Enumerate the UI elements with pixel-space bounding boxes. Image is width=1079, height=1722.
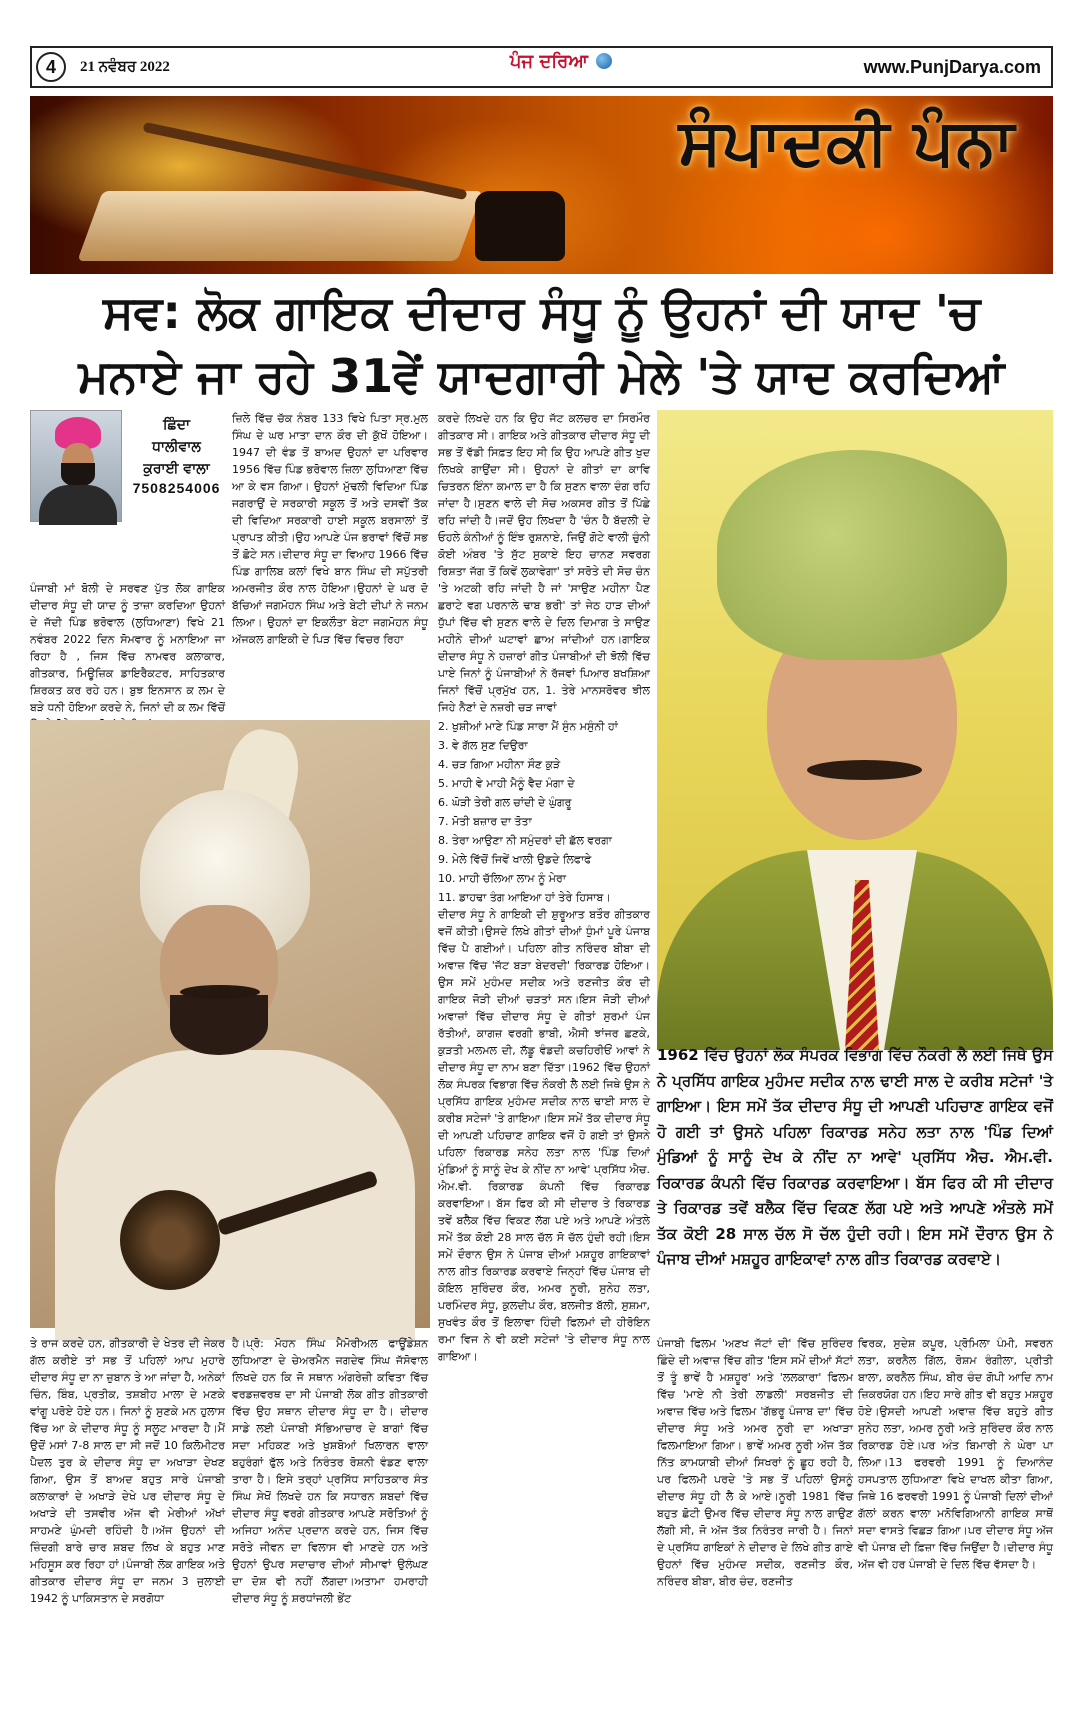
- section-title: ਸੰਪਾਦਕੀ ਪੰਨਾ: [678, 106, 1015, 180]
- article-column-b-bottom: [232, 1335, 428, 1670]
- website-link[interactable]: www.PunjDarya.com: [863, 56, 1041, 77]
- editorial-banner: [30, 96, 1053, 274]
- author-name-line-2: ਧਾਲੀਵਾਲ: [152, 439, 201, 455]
- list-item: 2. ਖੁਸ਼ੀਆਂ ਮਾਣੇ ਪਿੰਡ ਸਾਰਾ ਮੈਂ ਸੁੰਨ ਮਸੁੰਨੀ ਹਾਂ: [438, 720, 618, 733]
- list-item: 10. ਮਾਹੀ ਚੱਲਿਆ ਲਾਮ ਨੂੰ ਮੇਰਾ: [438, 872, 566, 885]
- headline-line-1: ਸਵ: ਲੋਕ ਗਾਇਕ ਦੀਦਾਰ ਸੰਧੂ ਨੂੰ ਉਹਨਾਂ ਦੀ ਯਾਦ 'ਚ: [103, 285, 980, 339]
- globe-icon: [596, 53, 612, 69]
- inkpot-image: [475, 191, 565, 261]
- article-text: ਹੈ।ਪ੍ਰੋ: ਮੋਹਨ ਸਿੰਘ ਮੈਮੋਰੀਅਲ ਫਾਊਂਡੇਸ਼ਨ ਲੁਧਿਆਣਾ ਦੇ ਚੇਅਰਮੈਨ ਜਗਦੇਵ ਸਿੰਘ ਜੱਸੋਵਾਲ ਲਿਖਦੇ ਹਨ ਕਿ ਜੋ ਸਥਾਨ ਅੰਗਰੇਜ਼ੀ ਕਵਿਤਾ ਵਿੱਚ ਵਰਡਜ਼ਵਰਥ ਦਾ ਸੀ ਪੰਜਾਬੀ ਲੋਕ ਗੀਤ ਗੀਤਕਾਰੀ ਵਿੱਚ ਉਹ ਸਥਾਨ ਦੀਦਾਰ ਸੰਧੂ ਦਾ ਹੈ। ਦੀਦਾਰ ਸਾਡੇ ਲਈ ਪੰਜਾਬੀ ਸੱਭਿਆਚਾਰ ਦੇ ਬਾਗਾਂ ਵਿੱਚ ਸਦਾ ਮਹਿਕਣ ਅਤੇ ਖੁਸ਼ਬੋਆਂ ਖਿਲਾਰਨ ਵਾਲਾ ਬਹੁਰੰਗਾਂ ਫੁੱਲ ਅਤੇ ਨਿਰੰਤਰ ਰੋਸ਼ਨੀ ਵੰਡਣ ਵਾਲਾ ਤਾਰਾ ਹੈ। ਇਸੇ ਤਰ੍ਹਾਂ ਪ੍ਰਸਿੱਧ ਸਾਹਿਤਕਾਰ ਸੰਤ ਸਿੰਘ ਸੇਖੋਂ ਲਿਖਦੇ ਹਨ ਕਿ ਸਧਾਰਨ ਸ਼ਬਦਾਂ ਵਿੱਚ ਦੀਦਾਰ ਸੰਧੂ ਵਰਗੇ ਗੀਤਕਾਰ ਆਪਣੇ ਸਰੋਤਿਆਂ ਨੂੰ ਅਜਿਹਾ ਅਨੰਦ ਪ੍ਰਦਾਨ ਕਰਦੇ ਹਨ, ਜਿਸ ਵਿੱਚ ਸਰੋਤੇ ਜੀਵਨ ਦਾ ਵਿਲਾਸ ਵੀ ਮਾਣਦੇ ਹਨ ਅਤੇ ਉਹਨਾਂ ਉਪਰ ਸਦਾਚਾਰ ਦੀਆਂ ਸੀਮਾਵਾਂ ਉਲੰਘਣ ਦਾ ਦੋਸ਼ ਵੀ ਨਹੀਂ ਲੱਗਦਾ।ਅਤਾਮਾ ਹਮਰਾਹੀ ਦੀਦਾਰ ਸੰਧੂ ਨੂੰ ਸ਼ਰਧਾਂਜਲੀ ਭੇਂਟ: [232, 1337, 428, 1605]
- article-text: ਪੰਜਾਬੀ ਮਾਂ ਬੋਲੀ ਦੇ ਸਰਵਣ ਪੁੱਤ ਲੋਕ ਗਾਇਕ ਦੀਦਾਰ ਸੰਧੂ ਦੀ ਯਾਦ ਨੂੰ ਤਾਜ਼ਾ ਕਰਦਿਆ ਉਹਨਾਂ ਦੇ ਜੱਦੀ ਪਿੰਡ ਭਰੋਵਾਲ (ਲੁਧਿਆਣਾ) ਵਿਖੇ 21 ਨਵੰਬਰ 2022 ਦਿਨ ਸੋਮਵਾਰ ਨੂੰ ਮਨਾਇਆ ਜਾ ਰਿਹਾ ਹੈ , ਜਿਸ ਵਿੱਚ ਨਾਮਵਰ ਕਲਾਕਾਰ, ਗੀਤਕਾਰ, ਮਿਊਜ਼ਿਕ ਡਾਇਰੈਕਟਰ, ਸਾਹਿਤਕਾਰ ਸ਼ਿਰਕਤ ਕਰ ਰਹੇ ਹਨ। ਬੁਝ ਇਨਸਾਨ ਕ ਲਮ ਦੇ ਬੜੇ ਧਨੀ ਹੋਇਆ ਕਰਦੇ ਨੇ, ਜਿਨਾਂ ਦੀ ਕ ਲਮ ਵਿੱਚੋਂ: [30, 582, 225, 714]
- article-column-b-top: [232, 410, 428, 715]
- author-byline: [30, 410, 225, 575]
- article-column-e: [858, 1335, 1053, 1670]
- article-column-a-bottom: [30, 1335, 225, 1670]
- list-item: 11. ਡਾਹਢਾ ਤੰਗ ਆਇਆ ਹਾਂ ਤੇਰੇ ਹਿਸਾਬ।: [438, 891, 611, 904]
- author-name-line-1: ਛਿੰਦਾ: [163, 417, 190, 433]
- photo-caption: 1962 ਵਿੱਚ ਉਹਨਾਂ ਲੋਕ ਸੰਪਰਕ ਵਿਭਾਗ ਵਿੱਚ ਨੌਕਰੀ ਲੈ ਲਈ ਜਿਥੇ ਉਸ ਨੇ ਪ੍ਰਸਿੱਧ ਗਾਇਕ ਮੁਹੰਮਦ ਸਦੀਕ ਨਾਲ ਢਾਈ ਸਾਲ ਦੇ ਕਰੀਬ ਸਟੇਜਾਂ 'ਤੇ ਗਾਇਆ। ਇਸ ਸਮੇਂ ਤੱਕ ਦੀਦਾਰ ਸੰਧੂ ਦੀ ਆਪਣੀ ਪਹਿਚਾਣ ਗਾਇਕ ਵਜੋਂ ਹੋ ਗਈ ਤਾਂ ਉਸਨੇ ਪਹਿਲਾ ਰਿਕਾਰਡ ਸਨੇਹ ਲਤਾ ਨਾਲ 'ਪਿੰਡ ਦਿਆਂ ਮੁੰਡਿਆਂ ਨੂੰ ਸਾਨੂੰ ਦੇਖ ਕੇ ਨੀਂਦ ਨਾ ਆਵੇ' ਪ੍ਰਸਿੱਧ ਐਚ. ਐਮ.ਵੀ. ਰਿਕਾਰਡ ਕੰਪਨੀ ਵਿੱਚ ਰਿਕਾਰਡ ਕਰਵਾਇਆ। ਬੱਸ ਫਿਰ ਕੀ ਸੀ ਦੀਦਾਰ ਤੇ ਰਿਕਾਰਡ ਤਵੇਂ ਬਲੈਕ ਵਿੱਚ ਵਿਕਣ ਲੱਗ ਪਏ ਅਤੇ ਆਪਣੇ ਅੰਤਲੇ ਸਮੇਂ ਤੱਕ ਕੋਈ 28 ਸਾਲ ਚੱਲ ਸੋ ਚੱਲ ਹੁੰਦੀ ਰਹੀ। ਇਸ ਸਮੇਂ ਦੌਰਾਨ ਉਸ ਨੇ ਪੰਜਾਬ ਦੀਆਂ ਮਸ਼ਹੂਰ ਗਾਇਕਾਵਾਂ ਨਾਲ ਗੀਤ ਰਿਕਾਰਡ ਕਰਵਾਏ।: [657, 1046, 1053, 1268]
- list-item: 8. ਤੇਰਾ ਆਉਣਾ ਨੀ ਸਮੁੰਦਰਾਂ ਦੀ ਛੱਲ ਵਰਗਾ: [438, 834, 612, 847]
- list-item: 7. ਮੋਤੀ ਬਜ਼ਾਰ ਦਾ ਤੋਤਾ: [438, 815, 532, 828]
- article-text: ਤੇ ਰਾਜ ਕਰਦੇ ਹਨ, ਗੀਤਕਾਰੀ ਦੇ ਖੇਤਰ ਦੀ ਜੇਕਰ ਗੱਲ ਕਰੀਏ ਤਾਂ ਸਭ ਤੋਂ ਪਹਿਲਾਂ ਆਪ ਮੁਹਾਰੇ ਦੀਦਾਰ ਸੰਧੂ ਦਾ ਨਾ ਜ਼ੁਬਾਨ ਤੇ ਆ ਜਾਂਦਾ ਹੈ, ਅਨੇਕਾਂ ਚਿੰਨ, ਬਿੰਬ, ਪ੍ਰਤੀਕ, ਤਸ਼ਬੀਹ ਮਾਲਾ ਦੇ ਮਣਕੇ ਵਾਂਗੂ ਪਰੋਏ ਹੋਏ ਹਨ। ਜਿਨਾਂ ਨੂੰ ਸੁਣਕੇ ਮਨ ਹੁਲਾਸ ਵਿੱਚ ਆ ਕੇ ਦੀਦਾਰ ਸੰਧੂ ਨੂੰ ਸਲੂਟ ਮਾਰਦਾ ਹੈ।ਮੈਂ ਉਦੋਂ ਮਸਾਂ 7-8 ਸਾਲ ਦਾ ਸੀ ਜਦੋਂ 10 ਕਿਲੋਮੀਟਰ ਪੈਦਲ ਤੁਰ ਕੇ ਦੀਦਾਰ ਸੰਧੂ ਦਾ ਅਖਾੜਾ ਦੇਖਣ ਗਿਆ, ਉਸ ਤੋਂ ਬਾਅਦ ਬਹੁਤ ਸਾਰੇ ਪੰਜਾਬੀ ਕਲਾਕਾਰਾਂ ਦੇ ਅਖਾੜੇ ਦੇਖੇ ਪਰ ਦੀਦਾਰ ਸੰਧੂ ਦੇ ਅਖਾੜੇ ਦੀ ਤਸਵੀਰ ਅੱਜ ਵੀ ਮੇਰੀਆਂ ਅੱਖਾਂ ਸਾਹਮਣੇ ਘੁੰਮਦੀ ਰਹਿੰਦੀ ਹੈ।ਅੱਜ ਉਹਨਾਂ ਦੀ ਜ਼ਿੰਦਗੀ ਬਾਰੇ ਚਾਰ ਸ਼ਬਦ ਲਿਖ ਕੇ ਬਹੁਤ ਮਾਣ ਮਹਿਸੂਸ ਕਰ ਰਿਹਾ ਹਾਂ।ਪੰਜਾਬੀ ਲੋਕ ਗਾਇਕ ਅਤੇ ਗੀਤਕਾਰ ਦੀਦਾਰ ਸੰਧੂ ਦਾ ਜਨਮ 3 ਜੁਲਾਈ 1942 ਨੂੰ ਪਾਕਿਸਤਾਨ ਦੇ ਸਰਗੋਧਾ: [30, 1337, 226, 1605]
- article-text: ਕਰਦੇ ਲਿਖਦੇ ਹਨ ਕਿ ਉਹ ਜੱਟ ਕਲਚਰ ਦਾ ਸਿਰਮੌਰ ਗੀਤਕਾਰ ਸੀ। ਗਾਇਕ ਅਤੇ ਗੀਤਕਾਰ ਦੀਦਾਰ ਸੰਧੂ ਦੀ ਸਭ ਤੋਂ ਵੱਡੀ ਸਿਫ਼ਤ ਇਹ ਸੀ ਕਿ ਉਹ ਆਪਣੇ ਗੀਤ ਖੁਦ ਲਿਖਕੇ ਗਾਉਂਦਾ ਸੀ। ਉਹਨਾਂ ਦੇ ਗੀਤਾਂ ਦਾ ਕਾਵਿ ਚਿਤਰਨ ਇੰਨਾ ਕਮਾਲ ਦਾ ਹੈ ਕਿ ਸੁਣਨ ਵਾਲਾ ਦੰਗ ਰਹਿ ਜਾਂਦਾ ਹੈ।ਸੁਣਨ ਵਾਲੇ ਦੀ ਸੋਚ ਅਕਸਰ ਗੀਤ ਤੋਂ ਪਿੱਛੇ ਰਹਿ ਜਾਂਦੀ ਹੈ।ਜਦੋਂ ਉਹ ਲਿਖਦਾ ਹੈ 'ਚੰਨ ਹੈ ਬੱਦਲੀ ਦੇ ਓਹਲੇ ਕੰਨੀਆਂ ਨੂੰ ਇੰਝ ਰੁਸ਼ਨਾਏ, ਜਿਉਂ ਗੋਟੇ ਵਾਲੀ ਚੁੰਨੀ ਕੋਈ ਅੰਬਰ 'ਤੇ ਸੁੱਟ ਸੁਕਾਏ ਇਹ ਚਾਨਣ ਸਵਰਗ ਰਿਸ਼ਤਾ ਜੱਗ ਤੋਂ ਕਿਵੇਂ ਲੁਕਾਵੇਗਾ' ਤਾਂ ਸਰੋਤੇ ਦੀ ਸੋਚ ਚੰਨ 'ਤੇ ਅਟਕੀ ਰਹਿ ਜਾਂਦੀ ਹੈ ਜਾਂ 'ਸਾਉਣ ਮਹੀਨਾ ਪੈਣ ਛਰਾਟੇ ਵਗ ਪਰਨਾਲੇ ਢਾਬ ਭਰੀ' ਤਾਂ ਜੇਠ ਹਾੜ ਦੀਆਂ ਧੁੱਪਾਂ ਵਿੱਚ ਵੀ ਸੁਣਨ ਵਾਲੇ ਦੇ ਦਿਲ ਦਿਮਾਗ ਤੇ ਸਾਉਣ ਮਹੀਨੇ ਦੀਆਂ ਘਟਾਵਾਂ ਛਾਅ ਜਾਂਦੀਆਂ ਹਨ।ਗਾਇਕ ਦੀਦਾਰ ਸੰਧੂ ਨੇ ਹਜ਼ਾਰਾਂ ਗੀਤ ਪੰਜਾਬੀਆਂ ਦੀ ਝੋਲੀ ਵਿੱਚ ਪਾਏ ਜਿਨਾਂ ਨੂੰ ਪੰਜਾਬੀਆਂ ਨੇ ਰੱਜਵਾਂ ਪਿਆਰ ਬਖਸ਼ਿਆ ਜਿਨਾਂ ਵਿੱਚੋਂ ਪ੍ਰਮੁੱਖ ਹਨ, 1. ਤੇਰੇ ਮਾਨਸਰੋਵਰ ਝੀਲ ਜਿਹੇ ਨੈਣਾਂ ਦੇ ਨਜ਼ਰੀ ਚੜ ਜਾਵਾਂ: [438, 412, 650, 714]
- article-text: ਜ਼ਿਲੇ ਵਿੱਚ ਚੱਕ ਨੰਬਰ 133 ਵਿਖੇ ਪਿਤਾ ਸ੍ਰ.ਮੁਲ ਸਿੰਘ ਦੇ ਘਰ ਮਾਤਾ ਦਾਨ ਕੌਰ ਦੀ ਕੁੱਖੋਂ ਹੋਇਆ।1947 ਦੀ ਵੰਡ ਤੋਂ ਬਾਅਦ ਉਹਨਾਂ ਦਾ ਪਰਿਵਾਰ 1956 ਵਿੱਚ ਪਿੰਡ ਭਰੋਵਾਲ ਜ਼ਿਲਾ ਲੁਧਿਆਣਾ ਵਿੱਚ ਆ ਕੇ ਵਸ ਗਿਆ। ਉਹਨਾਂ ਮੁੱਢਲੀ ਵਿਦਿਆ ਪਿੰਡ ਜਗਰਾਉਂ ਦੇ ਸਰਕਾਰੀ ਸਕੂਲ ਤੋਂ ਅਤੇ ਦਸਵੀਂ ਤੱਕ ਦੀ ਵਿਦਿਆ ਸਰਕਾਰੀ ਹਾਈ ਸਕੂਲ ਬਰਸਾਲਾਂ ਤੋਂ ਪ੍ਰਾਪਤ ਕੀਤੀ।ਉਹ ਆਪਣੇ ਪੰਜ ਭਰਾਵਾਂ ਵਿੱਚੋਂ ਸਭ ਤੋਂ ਛੋਟੇ ਸਨ।ਦੀਦਾਰ ਸੰਧੂ ਦਾ ਵਿਆਹ 1966 ਵਿੱਚ ਪਿੰਡ ਗਾਲਿਬ ਕਲਾਂ ਵਿਖੇ ਬਾਨ ਸਿੰਘ ਦੀ ਸਪੁੱਤਰੀ ਅਮਰਜੀਤ ਕੌਰ ਨਾਲ ਹੋਇਆ।ਉਹਨਾਂ ਦੇ ਘਰ ਦੋ ਬੱਚਿਆਂ ਜਗਮੋਹਨ ਸਿੰਘ ਅਤੇ ਬੇਟੀ ਦੀਪਾਂ ਨੇ ਜਨਮ ਲਿਆ। ਉਹਨਾਂ ਦਾ ਇਕਲੌਤਾ ਬੇਟਾ ਜਗਮੋਹਨ ਸੰਧੂ ਅੱਜਕਲ ਗਾਇਕੀ ਦੇ ਪਿੜ ਵਿੱਚ ਵਿਚਰ ਰਿਹਾ: [232, 412, 428, 646]
- article-text: ਪੰਜਾਬੀ ਫਿਲਮ 'ਅਣਖ ਜੱਟਾਂ ਦੀ' ਵਿੱਚ ਸੁਰਿੰਦਰ ਛਿੰਦੇ ਦੀ ਅਵਾਜ਼ ਵਿੱਚ ਗੀਤ 'ਇਸ ਸਮੇਂ ਦੀਆਂ ਸੱਟਾਂ ਤੋਂ ਤੂੰ ਭਾਵੇਂ ਹੈ ਮਸ਼ਹੂਰ' ਅਤੇ 'ਲਲਕਾਰਾ' ਫਿਲਮ ਵਿੱਚ 'ਮਾਏ ਨੀ ਤੇਰੀ ਲਾਡਲੀ' ਸਰਬਜੀਤ ਦੀ ਅਵਾਜ਼ ਵਿੱਚ ਅਤੇ ਫਿਲਮ 'ਗੱਭਰੂ ਪੰਜਾਬ ਦਾ' ਵਿੱਚ ਦੀਦਾਰ ਸੰਧੂ ਅਤੇ ਅਮਰ ਨੂਰੀ ਦਾ ਅਖਾੜਾ ਫਿਲਮਾਇਆ ਗਿਆ। ਭਾਵੇਂ ਅਮਰ ਨੂਰੀ ਅੱਜ ਤੱਕ ਨਿੱਤ ਕਾਮਯਾਬੀ ਦੀਆਂ ਸਿਖਰਾਂ ਨੂੰ ਛੂਹ ਰਹੀ ਹੈ, ਪਰ ਫਿਲਮੀ ਪਰਦੇ 'ਤੇ ਸਭ ਤੋਂ ਪਹਿਲਾਂ ਉਸਨੂੰ ਦੀਦਾਰ ਸੰਧੂ ਹੀ ਲੈ ਕੇ ਆਏ।ਨੂਰੀ 1981 ਵਿੱਚ ਬਹੁਤ ਛੋਟੀ ਉਮਰ ਵਿੱਚ ਦੀਦਾਰ ਸੰਧੂ ਨਾਲ ਗਾਉਣ ਲੱਗੀ ਸੀ, ਜੋ ਅੱਜ ਤੱਕ ਨਿਰੰਤਰ ਜਾਰੀ ਹੈ। ਜਿਨਾਂ ਦੇ ਪ੍ਰਸਿੱਧ ਗਾਇਕਾਂ ਨੇ ਦੀਦਾਰ ਦੇ ਲਿਖੇ ਗੀਤ ਗਾਏ ਉਹਨਾਂ ਵਿੱਚ ਮੁਹੰਮਦ ਸਦੀਕ, ਰਣਜੀਤ ਕੌਰ, ਨਰਿੰਦਰ ਬੀਬਾ, ਬੀਰ ਚੰਦ, ਰਣਜੀਤ: [657, 1337, 853, 1588]
- issue-date: 21 ਨਵੰਬਰ 2022: [80, 59, 170, 75]
- author-photo: [30, 410, 122, 522]
- list-item: 5. ਮਾਹੀ ਵੇ ਮਾਹੀ ਮੈਨੂੰ ਵੈਦ ਮੰਗਾ ਦੇ: [438, 777, 575, 790]
- author-name: [128, 414, 225, 480]
- quill-pen-image: [143, 122, 468, 200]
- song-list: [438, 718, 650, 906]
- article-column-d: [657, 1335, 853, 1670]
- page-header: [30, 46, 1053, 88]
- list-item: 6. ਘੋੜੀ ਤੇਰੀ ਗਲ ਚਾਂਦੀ ਦੇ ਘੁੰਗਰੂ: [438, 796, 572, 809]
- author-name-line-3: ਕੁਰਾਈ ਵਾਲਾ: [143, 461, 210, 477]
- masthead-title: [492, 51, 632, 73]
- list-item: 9. ਮੇਲੇ ਵਿੱਚੋਂ ਜਿਵੇਂ ਖਾਲੀ ਉਡਦੇ ਲਿਫਾਫੇ: [438, 853, 592, 866]
- article-column-a-top: [30, 580, 225, 715]
- open-book-image: [77, 191, 482, 261]
- singer-photo-with-tumbi: [30, 720, 430, 1328]
- masthead-text: ਪੰਜ ਦਰਿਆ: [509, 51, 588, 72]
- article-column-c: [438, 410, 650, 1670]
- singer-portrait-photo: [657, 410, 1053, 1040]
- author-phone: 7508254006: [132, 480, 221, 496]
- list-item: 4. ਚੜ ਗਿਆ ਮਹੀਨਾ ਸੌਣ ਕੁੜੇ: [438, 758, 561, 771]
- headline: [30, 280, 1053, 408]
- article-text: ਵਿਰਕ, ਸੁਦੇਸ਼ ਕਪੂਰ, ਪ੍ਰੋਮਿਲਾ ਪੰਮੀ, ਸਵਰਨ ਲਤਾ, ਕਰਨੈਲ ਗਿੱਲ, ਰੋਸ਼ਮ ਰੰਗੀਲਾ, ਪ੍ਰੀਤੀ ਬਾਲਾ, ਕਰਨੈਲ ਸਿੰਘ, ਬੀਰ ਚੰਦ ਗੋਪੀ ਆਦਿ ਨਾਮ ਜ਼ਿਕਰਯੋਗ ਹਨ।ਇਹ ਸਾਰੇ ਗੀਤ ਵੀ ਬਹੁਤ ਮਸ਼ਹੂਰ ਹੋਏ।ਉਸਦੀ ਆਪਣੀ ਅਵਾਜ਼ ਵਿੱਚ ਬਹੁਤੇ ਗੀਤ ਸੁਨੇਹ ਲਤਾ, ਅਮਰ ਨੂਰੀ ਅਤੇ ਸੁਰਿੰਦਰ ਕੌਰ ਨਾਲ ਰਿਕਾਰਡ ਹੋਏ।ਪਰ ਅੰਤ ਬਿਮਾਰੀ ਨੇ ਘੇਰਾ ਪਾ ਲਿਆ।13 ਫਰਵਰੀ 1991 ਨੂੰ ਦਿਆਨੰਦ ਹਸਪਤਾਲ ਲੁਧਿਆਣਾ ਵਿਖੇ ਦਾਖਲ ਕੀਤਾ ਗਿਆ, ਜਿਥੇ 16 ਫਰਵਰੀ 1991 ਨੂੰ ਪੰਜਾਬੀ ਦਿਲਾਂ ਦੀਆਂ ਗੱਲਾਂ ਕਰਨ ਵਾਲਾ ਮਨੋਵਿਗਿਆਨੀ ਗਾਇਕ ਸਾਥੋਂ ਸਦਾ ਵਾਸਤੇ ਵਿਛੜ ਗਿਆ।ਪਰ ਦੀਦਾਰ ਸੰਧੂ ਅੱਜ ਵੀ ਪੰਜਾਬ ਦੀ ਫ਼ਿਜ਼ਾ ਵਿੱਚ ਜਿਉਂਦਾ ਹੈ।ਦੀਦਾਰ ਸੰਧੂ ਅੱਜ ਵੀ ਹਰ ਪੰਜਾਬੀ ਦੇ ਦਿਲ ਵਿੱਚ ਵੱਸਦਾ ਹੈ।: [858, 1337, 1053, 1571]
- headline-line-2: ਮਨਾਏ ਜਾ ਰਹੇ 31ਵੇਂ ਯਾਦਗਾਰੀ ਮੇਲੇ 'ਤੇ ਯਾਦ ਕਰਦਿਆਂ: [78, 349, 1005, 403]
- list-item: 3. ਵੇ ਗੱਲ ਸੁਣ ਦਿਉਰਾ: [438, 739, 528, 752]
- masthead-logo[interactable]: [492, 51, 632, 85]
- page-number: 4: [36, 52, 66, 82]
- article-text: ਦੀਦਾਰ ਸੰਧੂ ਨੇ ਗਾਇਕੀ ਦੀ ਸ਼ੁਰੂਆਤ ਬਤੌਰ ਗੀਤਕਾਰ ਵਜੋਂ ਕੀਤੀ।ਉਸਦੇ ਲਿਖੇ ਗੀਤਾਂ ਦੀਆਂ ਧੁੰਮਾਂ ਪੂਰੇ ਪੰਜਾਬ ਵਿੱਚ ਪੈ ਗਈਆਂ। ਪਹਿਲਾ ਗੀਤ ਨਰਿੰਦਰ ਬੀਬਾ ਦੀ ਅਵਾਜ਼ ਵਿੱਚ 'ਜੱਟ ਬੜਾ ਬੇਦਰਦੀ' ਰਿਕਾਰਡ ਹੋਇਆ। ਉਸ ਸਮੇਂ ਮੁਹੰਮਦ ਸਦੀਕ ਅਤੇ ਰਣਜੀਤ ਕੌਰ ਦੀ ਗਾਇਕ ਜੋੜੀ ਦੀਆਂ ਚੜਤਾਂ ਸਨ।ਇਸ ਜੋੜੀ ਦੀਆਂ ਅਵਾਜ਼ਾਂ ਵਿੱਚ ਦੀਦਾਰ ਸੰਧੂ ਦੇ ਗੀਤਾਂ ਸੁਰਮਾਂ ਪੰਜ ਰੱਤੀਆਂ, ਕਾਗਜ਼ ਵਰਗੀ ਭਾਬੀ, ਐਸੀ ਝਾਂਜਰ ਛਣਕੇ, ਕੁੜਤੀ ਮਲਮਲ ਦੀ, ਲੱਡੂ ਵੰਡਦੀ ਕਚਹਿਰੀਓਂ ਆਵਾਂ ਨੇ ਦੀਦਾਰ ਸੰਧੂ ਦਾ ਨਾਮ ਬਣਾ ਦਿੱਤਾ।1962 ਵਿੱਚ ਉਹਨਾਂ ਲੋਕ ਸੰਪਰਕ ਵਿਭਾਗ ਵਿੱਚ ਨੌਕਰੀ ਲੈ ਲਈ ਜਿਥੇ ਉਸ ਨੇ ਪ੍ਰਸਿੱਧ ਗਾਇਕ ਮੁਹੰਮਦ ਸਦੀਕ ਨਾਲ ਢਾਈ ਸਾਲ ਦੇ ਕਰੀਬ ਸਟੇਜਾਂ 'ਤੇ ਗਾਇਆ।ਇਸ ਸਮੇਂ ਤੱਕ ਦੀਦਾਰ ਸੰਧੂ ਦੀ ਆਪਣੀ ਪਹਿਚਾਣ ਗਾਇਕ ਵਜੋਂ ਹੋ ਗਈ ਤਾਂ ਉਸਨੇ ਪਹਿਲਾ ਰਿਕਾਰਡ ਸਨੇਹ ਲਤਾ ਨਾਲ 'ਪਿੰਡ ਦਿਆਂ ਮੁੰਡਿਆਂ ਨੂੰ ਸਾਨੂੰ ਦੇਖ ਕੇ ਨੀਂਦ ਨਾ ਆਵੇ' ਪ੍ਰਸਿੱਧ ਐਚ. ਐਮ.ਵੀ. ਰਿਕਾਰਡ ਕੰਪਨੀ ਵਿੱਚ ਰਿਕਾਰਡ ਕਰਵਾਇਆ। ਬੱਸ ਫਿਰ ਕੀ ਸੀ ਦੀਦਾਰ ਤੇ ਰਿਕਾਰਡ ਤਵੇਂ ਬਲੈਕ ਵਿੱਚ ਵਿਕਣ ਲੱਗ ਪਏ ਅਤੇ ਆਪਣੇ ਅੰਤਲੇ ਸਮੇਂ ਤੱਕ ਕੋਈ 28 ਸਾਲ ਚੱਲ ਸੋ ਚੱਲ ਹੁੰਦੀ ਰਹੀ।ਇਸ ਸਮੇਂ ਦੌਰਾਨ ਉਸ ਨੇ ਪੰਜਾਬ ਦੀਆਂ ਮਸ਼ਹੂਰ ਗਾਇਕਾਵਾਂ ਨਾਲ ਗੀਤ ਰਿਕਾਰਡ ਕਰਵਾਏ ਜਿਨ੍ਹਾਂ ਵਿੱਚ ਪੰਜਾਬ ਦੀ ਕੋਇਲ ਸੁਰਿੰਦਰ ਕੌਰ, ਅਮਰ ਨੂਰੀ, ਸੁਨੇਹ ਲਤਾ, ਪਰਮਿੰਦਰ ਸੰਧੂ, ਕੁਲਦੀਪ ਕੌਰ, ਬਲਜੀਤ ਬੱਲੀ, ਸੁਸ਼ਮਾ, ਸੁਖਵੰਤ ਕੌਰ ਤੋਂ ਇਲਾਵਾ ਹਿੰਦੀ ਫਿਲਮਾਂ ਦੀ ਹੀਰੋਇਨ ਰਮਾ ਵਿਜ ਨੇ ਵੀ ਕਈ ਸਟੇਜਾਂ 'ਤੇ ਦੀਦਾਰ ਸੰਧੂ ਨਾਲ ਗਾਇਆ।: [438, 908, 650, 1363]
